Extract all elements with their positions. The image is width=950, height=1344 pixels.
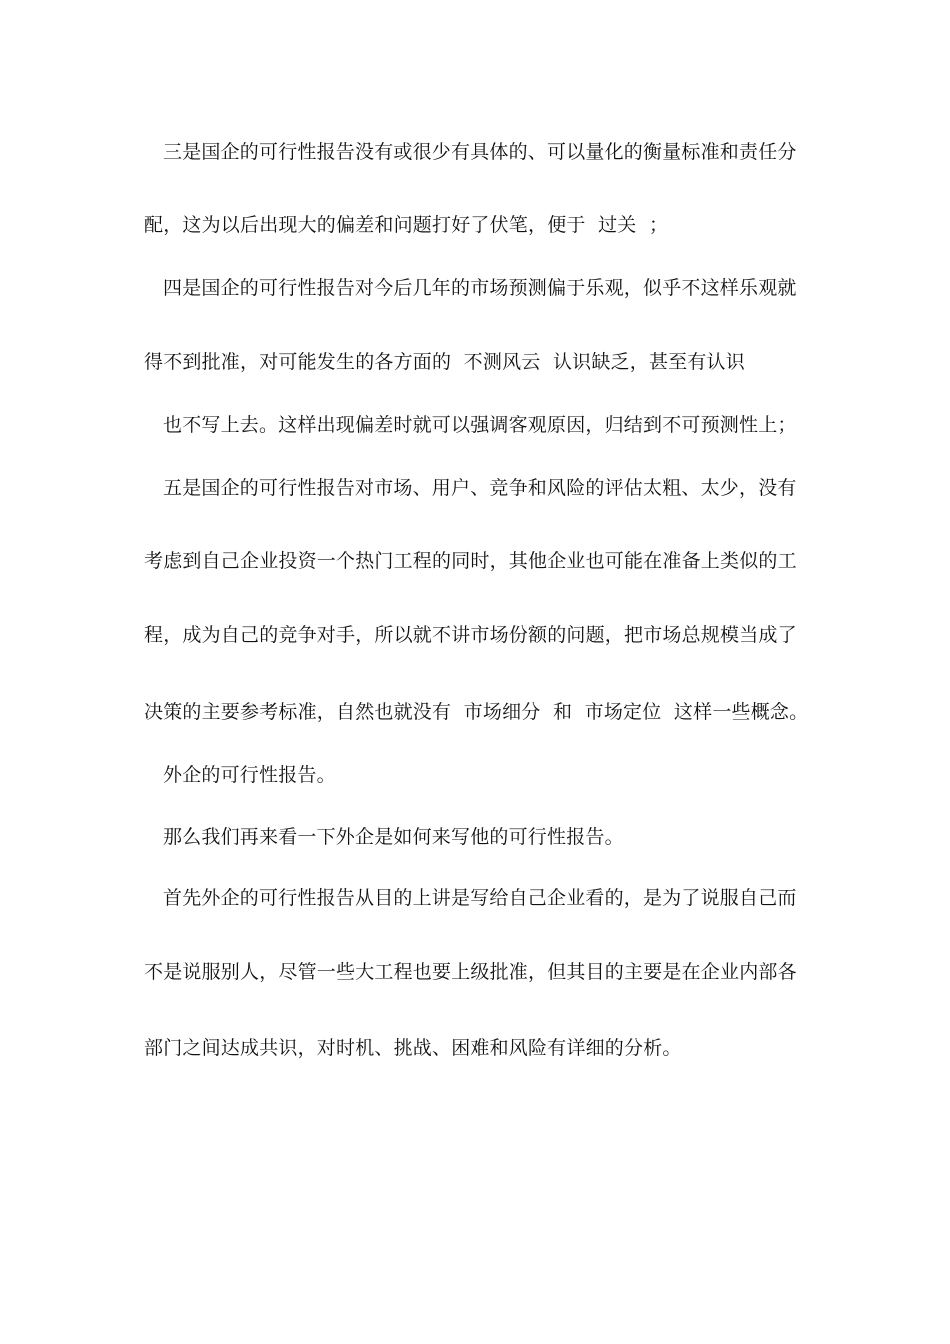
paragraph-line: 得不到批准，对可能发生的各方面的 不测风云 认识缺乏，甚至有认识	[144, 351, 745, 373]
paragraph-line: 决策的主要参考标准，自然也就没有 市场细分 和 市场定位 这样一些概念。	[144, 701, 809, 723]
paragraph-line: 首先外企的可行性报告从目的上讲是写给自己企业看的，是为了说服自己而	[163, 887, 797, 909]
paragraph-line: 四是国企的可行性报告对今后几年的市场预测偏于乐观，似乎不这样乐观就	[163, 277, 797, 299]
paragraph-line: 程，成为自己的竞争对手，所以就不讲市场份额的问题，把市场总规模当成了	[144, 624, 797, 646]
paragraph-line: 五是国企的可行性报告对市场、用户、竞争和风险的评估太粗、太少，没有	[163, 477, 797, 499]
paragraph-line: 考虑到自己企业投资一个热门工程的同时，其他企业也可能在准备上类似的工	[144, 550, 797, 572]
paragraph-line: 那么我们再来看一下外企是如何来写他的可行性报告。	[163, 826, 624, 848]
paragraph-line: 三是国企的可行性报告没有或很少有具体的、可以量化的衡量标准和责任分	[163, 141, 797, 163]
paragraph-line: 不是说服别人，尽管一些大工程也要上级批准，但其目的主要是在企业内部各	[144, 961, 797, 983]
section-heading: 外企的可行性报告。	[163, 764, 336, 786]
paragraph-line: 配，这为以后出现大的偏差和问题打好了伏笔，便于 过关 ；	[144, 214, 669, 236]
paragraph-line: 部门之间达成共识，对时机、挑战、困难和风险有详细的分析。	[144, 1037, 682, 1059]
paragraph-line: 也不写上去。这样出现偏差时就可以强调客观原因，归结到不可预测性上；	[163, 414, 797, 436]
